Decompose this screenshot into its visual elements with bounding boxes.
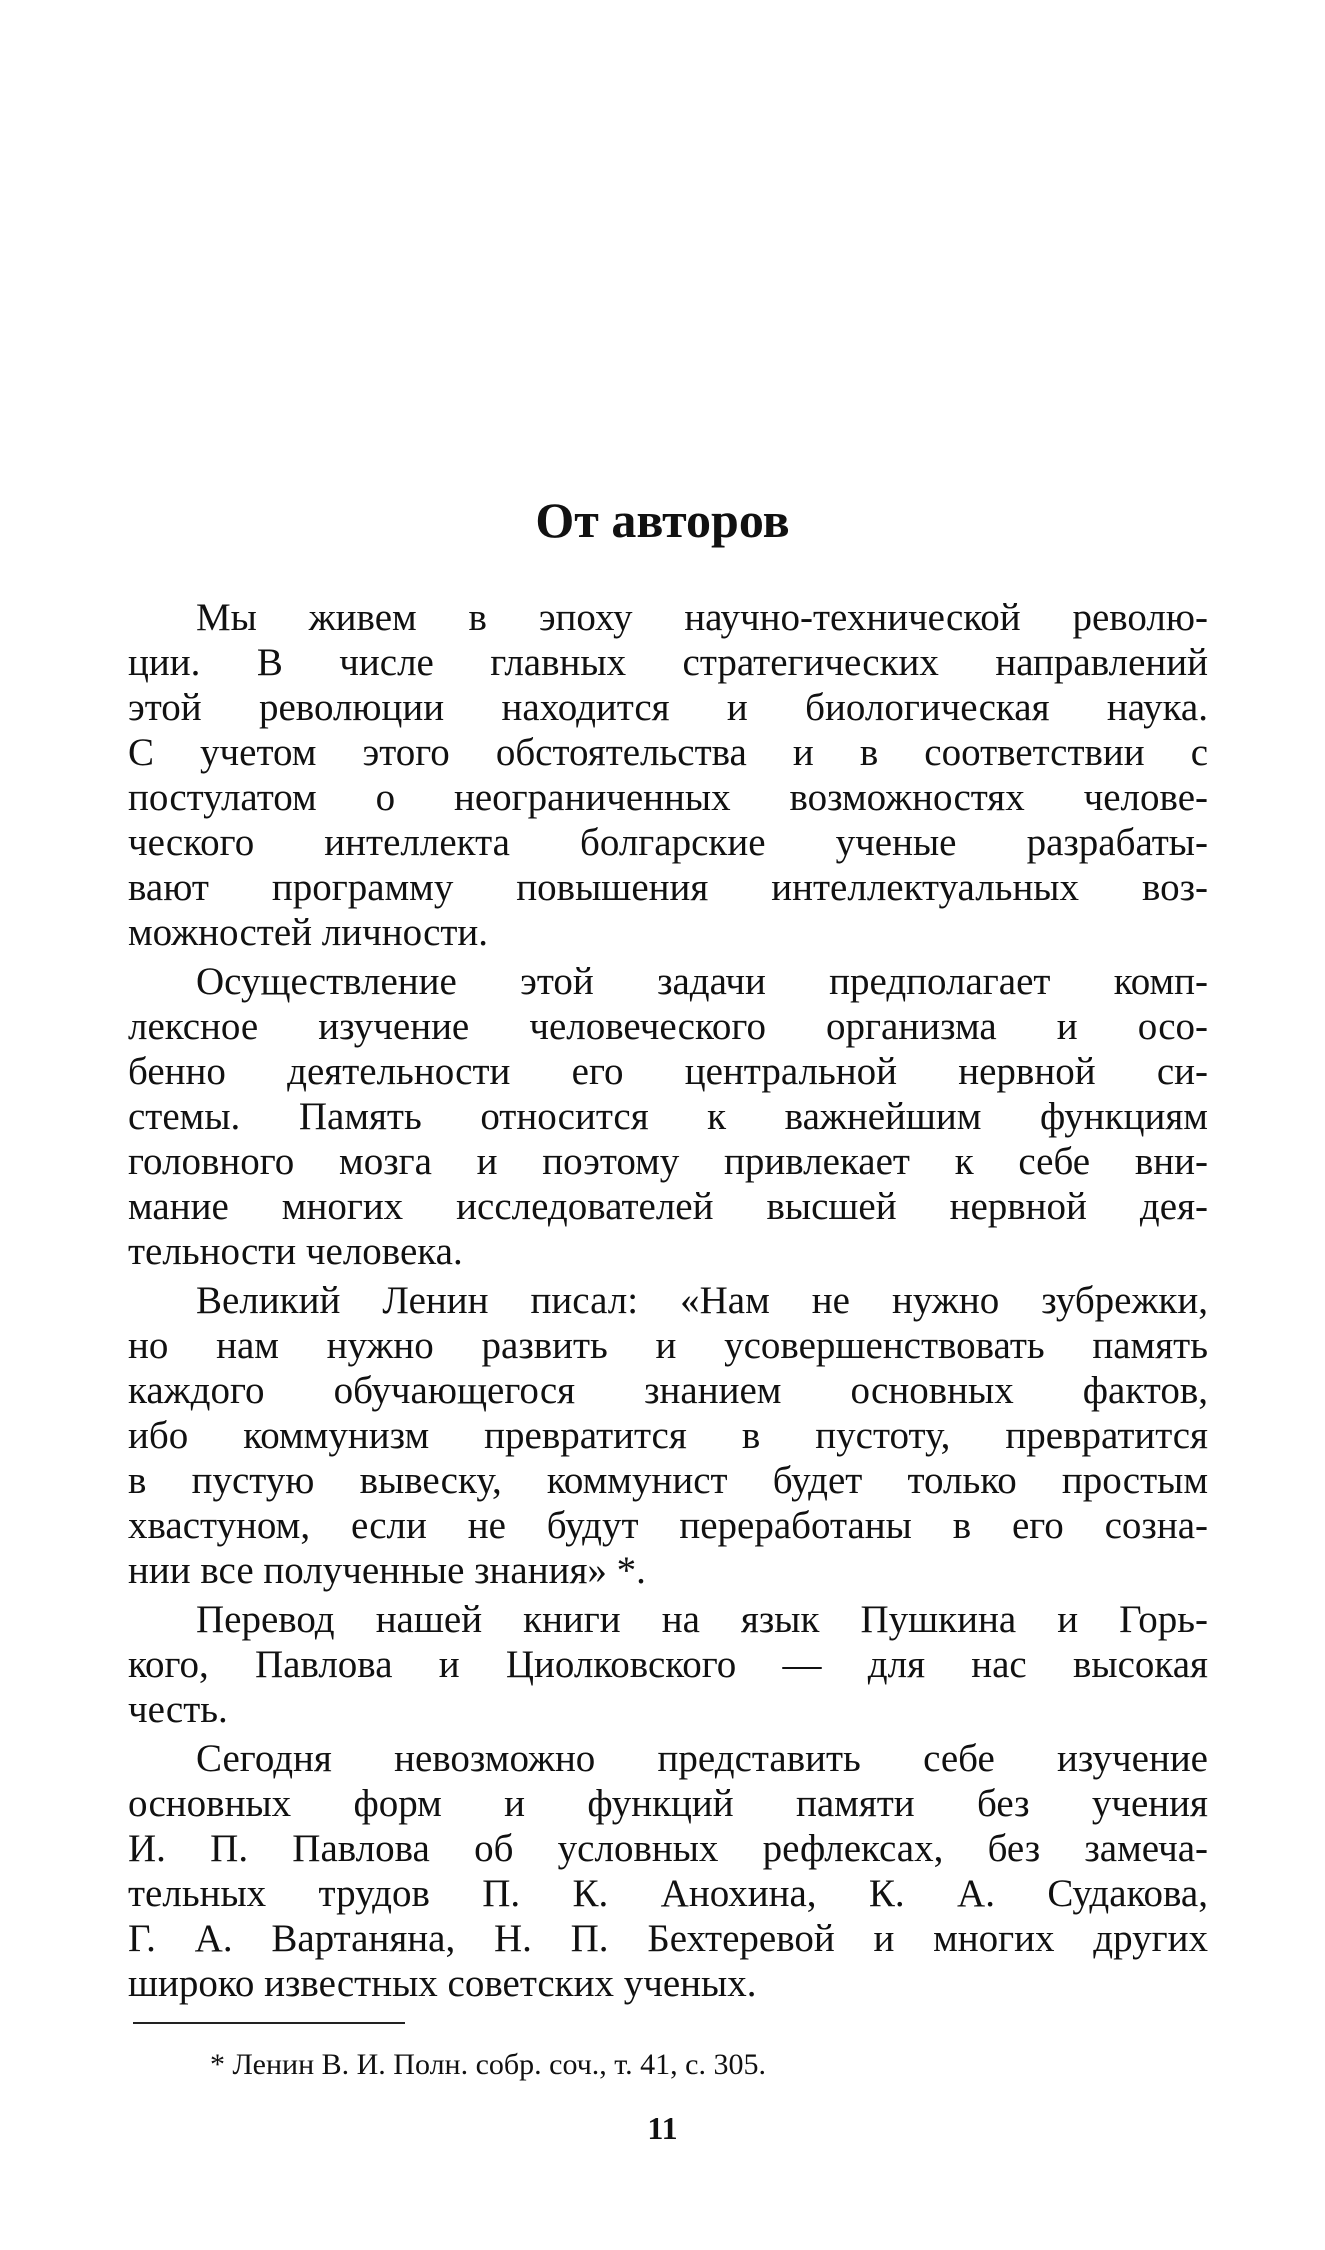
- paragraph: [128, 959, 1208, 1274]
- text-line: основных форм и функций памяти без учения: [128, 1782, 1208, 1825]
- page-title: От авторов: [535, 492, 790, 548]
- text-line: ибо коммунизм превратится в пустоту, превратится: [128, 1414, 1208, 1457]
- paragraph: [128, 1736, 1208, 2006]
- text-line: Мы живем в эпоху научно-технической револю-: [196, 596, 1208, 639]
- text-line: И. П. Павлова об условных рефлексах, без замеча-: [128, 1827, 1208, 1870]
- text-line: Сегодня невозможно представить себе изучение: [196, 1737, 1208, 1780]
- text-line: Г. А. Вартаняна, Н. П. Бехтеревой и многих других: [128, 1917, 1208, 1960]
- text-line: тельности человека.: [128, 1230, 463, 1273]
- paragraph: [128, 1597, 1208, 1732]
- footnote: * Ленин В. И. Полн. собр. соч., т. 41, с. 305.: [210, 2048, 766, 2081]
- text-line: ции. В числе главных стратегических направлений: [128, 641, 1208, 684]
- body-text: [128, 595, 1208, 2010]
- text-line: С учетом этого обстоятельства и в соответствии с: [128, 731, 1208, 774]
- footnote-divider: [133, 2022, 405, 2024]
- text-line: кого, Павлова и Циолковского — для нас высокая: [128, 1643, 1208, 1686]
- text-line: этой революции находится и биологическая наука.: [128, 686, 1208, 729]
- text-line: стемы. Память относится к важнейшим функциям: [128, 1095, 1208, 1138]
- text-line: честь.: [128, 1688, 228, 1731]
- text-line: бенно деятельности его центральной нервной си-: [128, 1050, 1208, 1093]
- paragraph: [128, 595, 1208, 955]
- text-line: в пустую вывеску, коммунист будет только простым: [128, 1459, 1208, 1502]
- text-line: головного мозга и поэтому привлекает к себе вни-: [128, 1140, 1208, 1183]
- text-line: хвастуном, если не будут переработаны в его созна-: [128, 1504, 1208, 1547]
- text-line: ческого интеллекта болгарские ученые разрабаты-: [128, 821, 1208, 864]
- paragraph: [128, 1278, 1208, 1593]
- page-number: 11: [647, 2110, 678, 2146]
- text-line: тельных трудов П. К. Анохина, К. А. Судакова,: [128, 1872, 1208, 1915]
- text-line: вают программу повышения интеллектуальных воз-: [128, 866, 1208, 909]
- text-line: нии все полученные знания» *.: [128, 1549, 646, 1592]
- text-line: каждого обучающегося знанием основных фактов,: [128, 1369, 1208, 1412]
- text-line: постулатом о неограниченных возможностях челове-: [128, 776, 1208, 819]
- text-line: мание многих исследователей высшей нервной дея-: [128, 1185, 1208, 1228]
- text-line: можностей личности.: [128, 911, 489, 954]
- text-line: но нам нужно развить и усовершенствовать память: [128, 1324, 1208, 1367]
- text-line: Осуществление этой задачи предполагает комп-: [196, 960, 1208, 1003]
- text-line: лексное изучение человеческого организма и осо-: [128, 1005, 1208, 1048]
- text-line: Перевод нашей книги на язык Пушкина и Горь-: [196, 1598, 1208, 1641]
- text-line: широко известных советских ученых.: [128, 1962, 757, 2005]
- text-line: Великий Ленин писал: «Нам не нужно зубрежки,: [196, 1279, 1208, 1322]
